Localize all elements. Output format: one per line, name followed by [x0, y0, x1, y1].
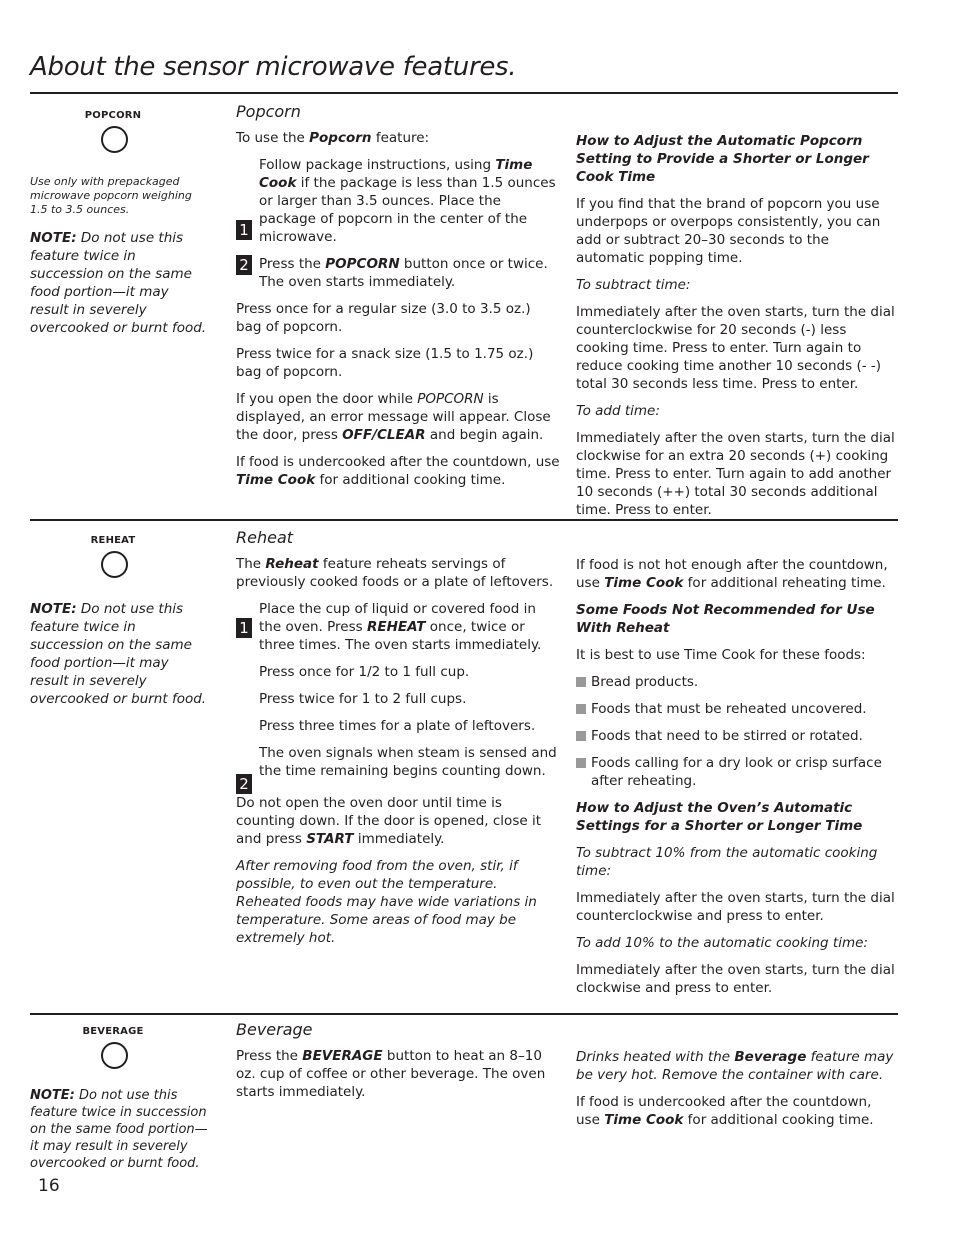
popcorn-add-text: Immediately after the oven starts, turn the dial clockwise for an extra 20 seconds (+) cooking time. Press to enter. Turn again to add another 10 seconds (++) total 30 seconds additional time. Press to enter.	[576, 430, 895, 518]
reheat-after-text: After removing food from the oven, stir, if possible, to even out the temperature. Reheated foods may have wide variations in temperature. Some areas of food may be extremely hot.	[236, 858, 537, 946]
reheat-heading: Reheat	[236, 528, 294, 547]
reheat-button-label: REHEAT	[90, 535, 136, 546]
reheat-main-column	[236, 528, 560, 956]
reheat-subtract-text: Immediately after the oven starts, turn the dial counterclockwise and press to enter.	[576, 890, 895, 924]
list-item: Foods that need to be stirred or rotated.	[576, 727, 898, 745]
popcorn-adjust-text: If you find that the brand of popcorn you use underpops or overpops consistently, you can add or subtract 20–30 seconds to the automatic popping time.	[576, 196, 881, 266]
reheat-once: Press once for 1/2 to 1 full cup.	[259, 664, 470, 680]
list-item: Foods that must be reheated uncovered.	[576, 700, 898, 718]
reheat-sidebar	[30, 528, 210, 708]
step-number: 2	[236, 255, 252, 275]
popcorn-sidebar	[30, 102, 210, 337]
popcorn-side-note: Use only with prepackaged microwave popcorn weighing 1.5 to 3.5 ounces.	[30, 175, 192, 216]
reheat-door-warning: Do not open the oven door until time is counting down. If the door is opened, close it and press START immediately.	[236, 795, 541, 847]
beverage-undercooked: If food is undercooked after the countdown, use Time Cook for additional cooking time.	[576, 1094, 874, 1128]
title-rule	[30, 92, 898, 94]
step-number: 2	[236, 774, 252, 794]
square-bullet-icon	[576, 731, 586, 741]
reheat-step-1: 1 Place the cup of liquid or covered food in the oven. Press REHEAT once, twice or three times. The oven starts immediately.	[236, 600, 560, 654]
reheat-intro: The Reheat feature reheats servings of previously cooked foods or a plate of leftovers.	[236, 556, 554, 590]
step-number: 1	[236, 220, 252, 240]
popcorn-heading: Popcorn	[236, 102, 301, 121]
square-bullet-icon	[576, 677, 586, 687]
square-bullet-icon	[576, 758, 586, 768]
popcorn-step-2: 2 Press the POPCORN button once or twice. The oven starts immediately.	[236, 255, 560, 291]
beverage-main-column	[236, 1020, 560, 1110]
reheat-twice: Press twice for 1 to 2 full cups.	[259, 691, 467, 707]
section-divider	[30, 519, 898, 521]
popcorn-regular-size: Press once for a regular size (3.0 to 3.5 oz.) bag of popcorn.	[236, 301, 531, 335]
beverage-sidebar	[30, 1020, 210, 1172]
step-number: 1	[236, 618, 252, 638]
page-number: 16	[38, 1176, 60, 1196]
list-item: Bread products.	[576, 673, 898, 691]
reheat-add-text: Immediately after the oven starts, turn the dial clockwise and press to enter.	[576, 962, 895, 996]
popcorn-subtract-label: To subtract time:	[576, 277, 691, 293]
popcorn-add-label: To add time:	[576, 403, 660, 419]
reheat-button-icon	[101, 551, 128, 578]
beverage-button-label: BEVERAGE	[82, 1026, 144, 1037]
popcorn-button-label: POPCORN	[84, 110, 142, 121]
popcorn-note: NOTE: Do not use this feature twice in succession on the same food portion—it may result in severely overcooked or burnt food.	[30, 230, 207, 336]
reheat-not-recommended-heading: Some Foods Not Recommended for Use With Reheat	[576, 602, 875, 636]
popcorn-intro: To use the Popcorn feature:	[236, 130, 430, 146]
beverage-button-icon	[101, 1042, 128, 1069]
reheat-subtract-label: To subtract 10% from the automatic cooking time:	[576, 845, 878, 879]
reheat-not-hot: If food is not hot enough after the countdown, use Time Cook for additional reheating time.	[576, 557, 888, 591]
popcorn-right-column	[576, 132, 898, 528]
beverage-note: NOTE: Do not use this feature twice in succession on the same food portion—it may result in severely overcooked or burnt food.	[30, 1088, 208, 1171]
reheat-add-label: To add 10% to the automatic cooking time:	[576, 935, 868, 951]
beverage-press-text: Press the BEVERAGE button to heat an 8–10 oz. cup of coffee or other beverage. The oven starts immediately.	[236, 1048, 546, 1100]
reheat-adjust-heading: How to Adjust the Oven’s Automatic Settings for a Shorter or Longer Time	[576, 800, 863, 834]
beverage-heading: Beverage	[236, 1020, 313, 1039]
popcorn-subtract-text: Immediately after the oven starts, turn the dial counterclockwise for 20 seconds (-) less cooking time. Press to enter. Turn again to reduce cooking time another 10 seconds (- -) total 30 seconds less time. Press to enter.	[576, 304, 895, 392]
popcorn-main-column	[236, 102, 560, 498]
page-title: About the sensor microwave features.	[30, 52, 517, 82]
popcorn-adjust-heading: How to Adjust the Automatic Popcorn Setting to Provide a Shorter or Longer Cook Time	[576, 133, 869, 185]
square-bullet-icon	[576, 704, 586, 714]
popcorn-undercooked: If food is undercooked after the countdown, use Time Cook for additional cooking time.	[236, 454, 560, 488]
reheat-note: NOTE: Do not use this feature twice in succession on the same food portion—it may result in severely overcooked or burnt food.	[30, 601, 207, 707]
section-divider	[30, 1013, 898, 1015]
popcorn-step-1: 1 Follow package instructions, using Time Cook if the package is less than 1.5 ounces or larger than 3.5 ounces. Place the package of popcorn in the center of the microwave.	[236, 156, 560, 246]
list-item: Foods calling for a dry look or crisp surface after reheating.	[576, 754, 898, 790]
beverage-right-column	[576, 1048, 898, 1138]
popcorn-button-icon	[101, 126, 128, 153]
beverage-hot-warning: Drinks heated with the Beverage feature may be very hot. Remove the container with care.	[576, 1049, 894, 1083]
reheat-three: Press three times for a plate of leftovers.	[259, 718, 536, 734]
reheat-right-column	[576, 556, 898, 1006]
popcorn-snack-size: Press twice for a snack size (1.5 to 1.75 oz.) bag of popcorn.	[236, 346, 534, 380]
popcorn-door-warning: If you open the door while POPCORN is displayed, an error message will appear. Close the door, press OFF/CLEAR and begin again.	[236, 391, 551, 443]
reheat-step-2: 2 The oven signals when steam is sensed and the time remaining begins counting down.	[236, 744, 560, 780]
reheat-not-recommended-intro: It is best to use Time Cook for these foods:	[576, 647, 866, 663]
